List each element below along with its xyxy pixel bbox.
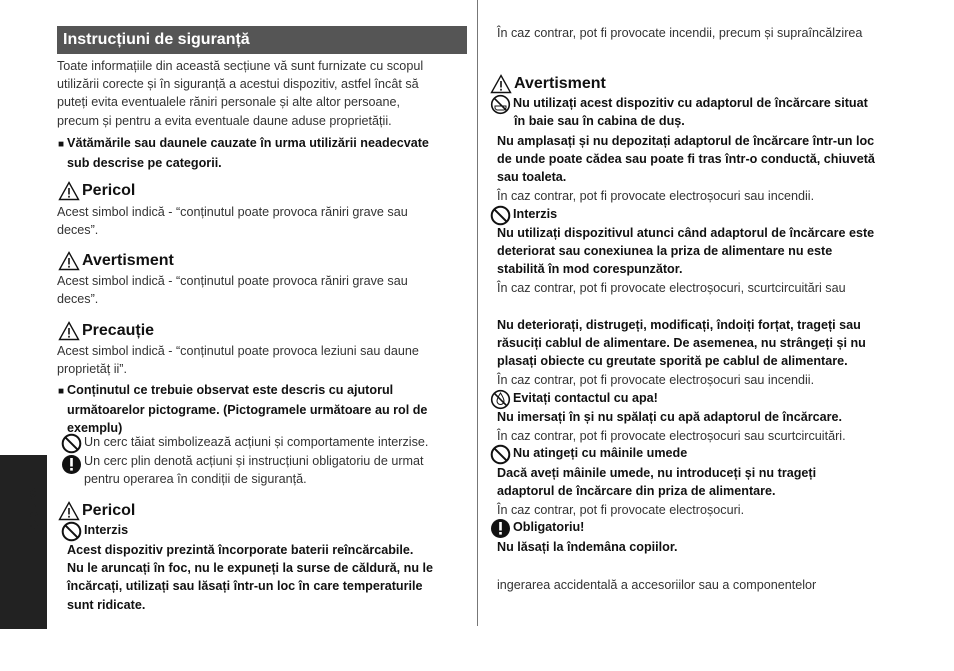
consequence-text: În caz contrar, pot fi provocate electroșocuri, scurtcircuitări sau xyxy=(497,281,846,295)
avertisment-description: Acest simbol indică - “conținutul poate provoca răniri grave sau deces”. xyxy=(57,274,408,307)
children-warning: Nu lăsați la îndemâna copiilor. xyxy=(497,540,678,554)
precautie-heading: Precauție xyxy=(58,321,154,341)
cable-warning: Nu deteriorați, distrugeți, modificați, îndoiți forțat, trageți sau răsuciți cablul de alimentare. De asemenea, nu strângeți și nu plasați obiecte cu greutate sporită pe cablul de alimentare. xyxy=(497,318,866,369)
pericol-description: Acest simbol indică - “conținutul poate provoca răniri grave sau deces”. xyxy=(57,205,408,238)
square-bullet-icon: ■ xyxy=(58,386,65,397)
language-side-tab xyxy=(0,455,47,629)
wet-hands-label: Nu atingeți cu mâinile umede xyxy=(490,444,687,465)
consequence-text: În caz contrar, pot fi provocate electroșocuri sau incendii. xyxy=(497,189,815,203)
pericol-heading: Pericol xyxy=(58,181,135,201)
prohibited-circle-icon xyxy=(61,433,82,454)
mandatory-circle-icon xyxy=(61,454,82,475)
obligatoriu-label: Obligatoriu! xyxy=(490,518,584,539)
warning-triangle-icon xyxy=(58,251,80,271)
warning-triangle-icon xyxy=(58,321,80,341)
interzis-label: Interzis xyxy=(490,205,557,226)
intro-line: Toate informațiile din această secțiune vă sunt furnizate cu scopul xyxy=(57,59,424,73)
pericol2-heading: Pericol xyxy=(58,501,135,521)
bath-warning: Nu utilizați acest dispozitiv cu adaptorul de încărcare situat în baie sau în cabina de duș. xyxy=(490,94,868,130)
intro-paragraph xyxy=(57,57,423,130)
warning-triangle-icon xyxy=(58,501,80,521)
intro-line: utilizării corecte și în siguranță a acestui dispozitiv, astfel încât să xyxy=(57,77,419,92)
warning-triangle-icon xyxy=(58,181,80,201)
ingestion-text: ingerarea accidentală a accesoriilor sau a componentelor xyxy=(497,578,817,592)
interzis-label: Interzis xyxy=(61,521,128,542)
consequence-text: În caz contrar, pot fi provocate electroșocuri. xyxy=(497,503,745,517)
section-header: Instrucțiuni de siguranță xyxy=(57,26,467,54)
prohibited-circle-icon xyxy=(61,521,82,542)
wet-hands-warning: Dacă aveți mâinile umede, nu introduceți și nu trageți adaptorul de încărcare din priza de alimentare. xyxy=(497,466,817,499)
consequence-text: În caz contrar, pot fi provocate electroșocuri sau incendii. xyxy=(497,373,815,387)
prohibit-legend: Un cerc tăiat simbolizează acțiuni și comportamente interzise. xyxy=(61,433,428,454)
bullet-categories: ■ Vătămările sau daunele cauzate în urma utilizării neadecvate sub descrise pe categorii. xyxy=(58,136,429,171)
prohibited-circle-icon xyxy=(490,444,511,465)
placement-warning: Nu amplasați și nu depozitați adaptorul de încărcare într-un loc de unde poate cădea sau poate fi tras într-o conductă, chiuvetă sau toaleta. xyxy=(497,134,875,185)
mandatory-circle-icon xyxy=(490,518,511,539)
language-tab-label: Română xyxy=(27,486,39,530)
square-bullet-icon: ■ xyxy=(58,139,65,150)
no-water-icon xyxy=(490,389,511,410)
column-divider xyxy=(477,0,478,626)
avertisment-right-heading: Avertisment xyxy=(490,74,606,94)
precautie-description: Acest simbol indică - “conținutul poate provoca leziuni sau daune proprietăț ii”. xyxy=(57,344,419,377)
prohibited-circle-icon xyxy=(490,205,511,226)
avertisment-heading: Avertisment xyxy=(58,251,174,271)
no-bath-icon xyxy=(490,94,511,115)
warning-triangle-icon xyxy=(490,74,512,94)
intro-line: puteți evita eventualele răniri personale și alte altor persoane, xyxy=(57,95,401,110)
intro-line: precum și pentru a evita eventuale daune aduse proprietății. xyxy=(57,113,392,128)
water-contact-label: Evitați contactul cu apa! xyxy=(490,389,658,410)
battery-warning: Acest dispozitiv prezintă încorporate baterii reîncărcabile. Nu le aruncați în foc, nu le expuneți la surse de căldură, nu le încărcați, utilizați sau lăsați într-un loc în care temperaturile sunt ridicate. xyxy=(67,543,434,612)
damaged-adapter-warning: Nu utilizați dispozitivul atunci când adaptorul de încărcare este deteriorat sau conexiunea la priza de alimentare nu este stabilită în mod corespunzător. xyxy=(497,226,875,277)
consequence-text: În caz contrar, pot fi provocate electroșocuri sau scurtcircuitări. xyxy=(497,429,846,443)
bullet-pictograms: ■ Conținutul ce trebuie observat este descris cu ajutorul următoarelor pictograme. (Pictogramele următoare au rol de exemplu) xyxy=(58,383,428,436)
fire-overheat-text: În caz contrar, pot fi provocate incendii, precum și supraîncălzirea xyxy=(497,26,863,40)
mandatory-legend: Un cerc plin denotă acțiuni și instrucțiuni obligatoriu de urmat pentru operarea în condiții de siguranță. xyxy=(61,452,424,488)
water-warning: Nu imersați în și nu spălați cu apă adaptorul de încărcare. xyxy=(497,410,843,424)
